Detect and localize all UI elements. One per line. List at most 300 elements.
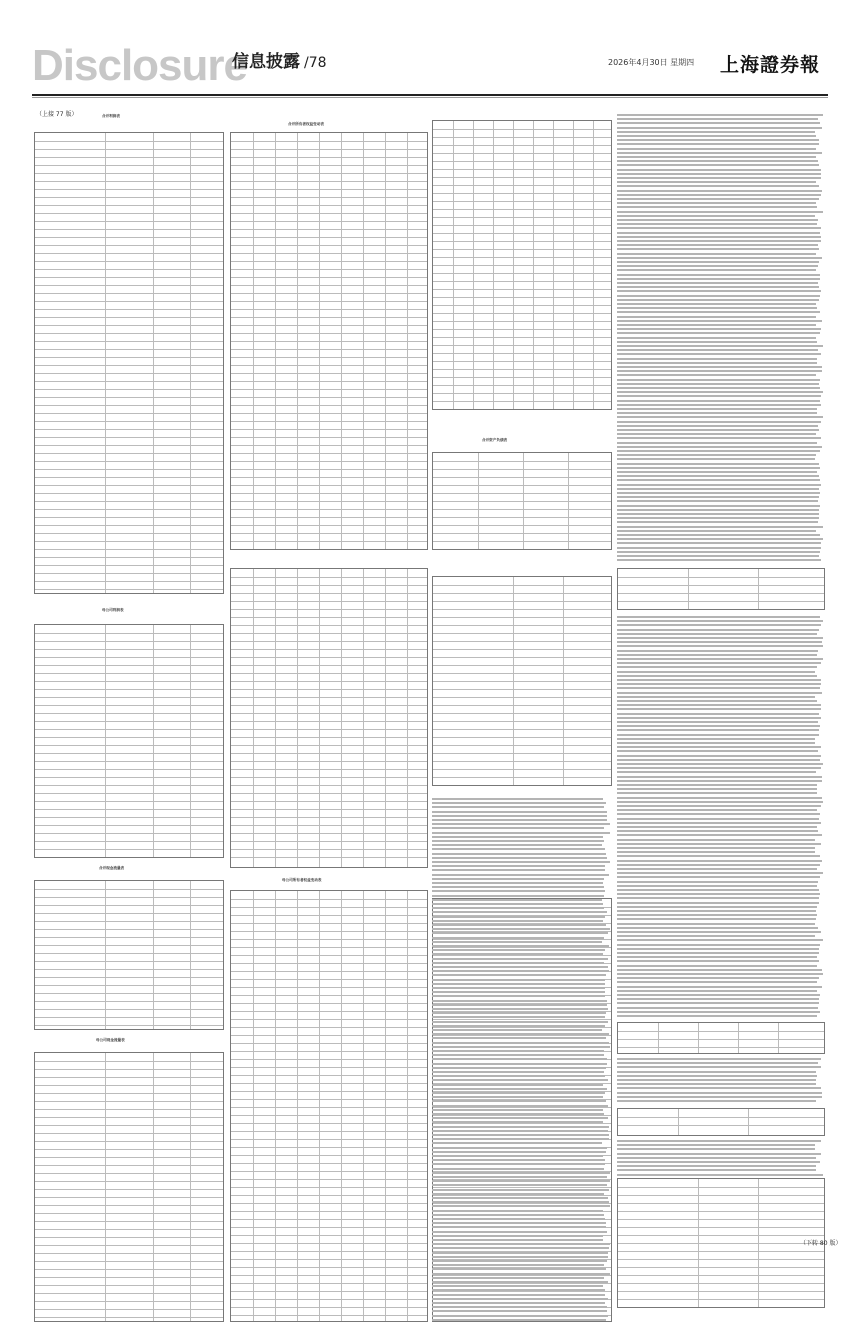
table-row-line — [35, 961, 223, 962]
table-row-line — [618, 1243, 824, 1244]
text-line — [617, 206, 817, 208]
table-row-line — [35, 745, 223, 746]
table-row-line — [35, 357, 223, 358]
table-row-line — [35, 1025, 223, 1026]
table-row-line — [433, 541, 611, 542]
text-line — [617, 379, 820, 381]
text-line — [617, 513, 819, 515]
table-row-line — [231, 1019, 427, 1020]
text-line — [432, 1298, 608, 1300]
table-row-line — [35, 985, 223, 986]
text-line — [617, 257, 822, 259]
table-row-line — [231, 907, 427, 908]
table-row-line — [35, 469, 223, 470]
text-line — [432, 882, 603, 884]
text-line — [617, 948, 819, 950]
table-row-line — [231, 617, 427, 618]
table-caption-cash: 合并现金流量表 — [99, 866, 125, 870]
table-row-line — [35, 381, 223, 382]
text-line — [617, 127, 822, 129]
text-line — [432, 1008, 608, 1010]
text-line — [432, 815, 607, 817]
text-line — [432, 1172, 610, 1174]
table-row-line — [433, 225, 611, 226]
table-row-line — [231, 585, 427, 586]
text-line — [617, 534, 820, 536]
text-line — [617, 759, 820, 761]
text-line — [617, 269, 816, 271]
table-row-line — [35, 165, 223, 166]
text-line — [617, 114, 823, 116]
table-row-line — [35, 421, 223, 422]
table-row-line — [231, 633, 427, 634]
table-row-line — [35, 1165, 223, 1166]
parent-cash-table — [34, 1052, 224, 1322]
text-line — [617, 148, 816, 150]
table-row-line — [231, 437, 427, 438]
text-line — [617, 341, 817, 343]
text-line — [432, 1281, 608, 1283]
table-row-line — [231, 1211, 427, 1212]
table-row-line — [433, 1115, 611, 1116]
table-row-line — [35, 509, 223, 510]
text-line — [617, 616, 820, 618]
table-row-line — [433, 1027, 611, 1028]
table-row-line — [231, 857, 427, 858]
text-line — [432, 1264, 604, 1266]
table-row-line — [35, 953, 223, 954]
text-line — [617, 198, 819, 200]
masthead — [0, 0, 857, 98]
table-row-line — [35, 269, 223, 270]
equity-change-table-1 — [230, 132, 428, 550]
table-row-line — [231, 341, 427, 342]
parent-profit-table — [34, 624, 224, 858]
text-line — [432, 853, 606, 855]
table-row-line — [231, 745, 427, 746]
text-line — [617, 981, 817, 983]
table-row-line — [433, 737, 611, 738]
text-line — [432, 987, 605, 989]
table-caption-parent-cash: 母公司现金流量表 — [96, 1038, 125, 1042]
section-name: 信息披露 — [232, 52, 300, 72]
table-row-line — [433, 209, 611, 210]
table-row-line — [231, 1003, 427, 1004]
text-line — [617, 370, 822, 372]
text-line — [432, 886, 604, 888]
text-line — [432, 1180, 610, 1182]
table-row-line — [231, 405, 427, 406]
table-row-line — [618, 1283, 824, 1284]
text-line — [432, 1268, 606, 1270]
table-row-line — [231, 697, 427, 698]
table-row-line — [35, 1077, 223, 1078]
text-line — [432, 1096, 603, 1098]
text-line — [432, 798, 603, 800]
table-row-line — [231, 197, 427, 198]
text-line — [617, 767, 821, 769]
table-row-line — [231, 1059, 427, 1060]
table-row-line — [35, 921, 223, 922]
table-row-line — [433, 345, 611, 346]
small-table-4 — [617, 1178, 825, 1308]
table-row-line — [35, 1101, 223, 1102]
table-row-line — [231, 1251, 427, 1252]
text-line — [617, 956, 817, 958]
table-row-line — [231, 1027, 427, 1028]
table-row-line — [35, 413, 223, 414]
text-line — [432, 836, 603, 838]
text-line — [617, 261, 819, 263]
table-row-line — [433, 593, 611, 594]
text-line — [432, 1252, 608, 1254]
table-row-line — [231, 995, 427, 996]
table-row-line — [433, 401, 611, 402]
table-row-line — [618, 585, 824, 586]
text-line — [432, 1201, 609, 1203]
text-line — [617, 265, 818, 267]
table-row-line — [35, 1205, 223, 1206]
table-row-line — [231, 349, 427, 350]
text-line — [432, 1205, 610, 1207]
table-row-line — [35, 221, 223, 222]
table-row-line — [35, 213, 223, 214]
table-row-line — [231, 453, 427, 454]
text-line — [432, 827, 604, 829]
text-line — [617, 467, 820, 469]
table-row-line — [35, 501, 223, 502]
text-line — [432, 1260, 607, 1262]
table-row-line — [35, 841, 223, 842]
table-row-line — [231, 593, 427, 594]
table-caption-parent-equity: 母公司所有者权益变动表 — [282, 878, 322, 882]
text-line — [617, 885, 817, 887]
table-row-line — [231, 793, 427, 794]
table-row-line — [433, 257, 611, 258]
text-line — [617, 118, 818, 120]
table-row-line — [433, 745, 611, 746]
text-line — [617, 755, 821, 757]
table-row-line — [433, 233, 611, 234]
text-line — [617, 1100, 816, 1102]
text-line — [617, 240, 821, 242]
table-row-line — [231, 501, 427, 502]
text-line — [432, 1226, 606, 1228]
text-line — [617, 307, 817, 309]
text-line — [432, 848, 605, 850]
table-row-line — [35, 1133, 223, 1134]
table-row-line — [231, 1115, 427, 1116]
table-row-line — [231, 533, 427, 534]
text-line — [617, 463, 819, 465]
table-row-line — [231, 165, 427, 166]
text-line — [617, 666, 817, 668]
text-line — [617, 923, 815, 925]
text-line — [432, 991, 605, 993]
text-line — [617, 1087, 821, 1089]
text-line — [617, 244, 818, 246]
table-caption-equity: 合并所有者权益变动表 — [288, 122, 324, 126]
table-row-line — [35, 1141, 223, 1142]
cash-flow-table — [34, 880, 224, 1030]
table-row-line — [231, 1171, 427, 1172]
table-row-line — [231, 601, 427, 602]
section-title — [232, 52, 327, 73]
text-line — [432, 916, 605, 918]
table-row-line — [231, 673, 427, 674]
text-line — [432, 1151, 606, 1153]
text-line — [617, 349, 818, 351]
table-row-line — [433, 625, 611, 626]
table-row-line — [35, 761, 223, 762]
text-line — [617, 797, 822, 799]
text-line — [617, 826, 817, 828]
table-row-line — [231, 1235, 427, 1236]
text-line — [432, 1063, 607, 1065]
table-row-line — [231, 421, 427, 422]
text-line — [432, 1025, 605, 1027]
table-row-line — [231, 269, 427, 270]
text-line — [617, 1096, 822, 1098]
text-line — [617, 353, 821, 355]
text-line — [617, 671, 815, 673]
text-line — [432, 819, 607, 821]
table-row-line — [231, 1051, 427, 1052]
table-row-line — [231, 1043, 427, 1044]
text-line — [432, 932, 608, 934]
table-row-line — [35, 777, 223, 778]
text-line — [617, 479, 820, 481]
table-row-line — [433, 947, 611, 948]
text-line — [617, 893, 820, 895]
table-row-line — [35, 237, 223, 238]
table-row-line — [35, 373, 223, 374]
table-row-line — [231, 1243, 427, 1244]
text-line — [432, 1273, 610, 1275]
table-row-line — [231, 1291, 427, 1292]
table-row-line — [231, 229, 427, 230]
table-row-line — [35, 905, 223, 906]
table-row-line — [231, 849, 427, 850]
text-line — [617, 152, 822, 154]
table-row-line — [35, 1213, 223, 1214]
text-line — [617, 345, 823, 347]
table-row-line — [433, 501, 611, 502]
table-row-line — [618, 1291, 824, 1292]
table-row-line — [231, 469, 427, 470]
table-row-line — [618, 1117, 824, 1118]
table-row-line — [35, 349, 223, 350]
text-line — [432, 966, 608, 968]
table-row-line — [231, 737, 427, 738]
text-line — [617, 1140, 821, 1142]
table-row-line — [35, 317, 223, 318]
table-row-line — [231, 429, 427, 430]
table-row-line — [35, 149, 223, 150]
table-row-line — [35, 993, 223, 994]
table-row-line — [433, 129, 611, 130]
text-line — [617, 780, 822, 782]
table-row-line — [35, 557, 223, 558]
table-row-line — [35, 1229, 223, 1230]
table-row-line — [35, 141, 223, 142]
text-line — [617, 286, 819, 288]
table-row-line — [35, 333, 223, 334]
table-row-line — [618, 577, 824, 578]
text-line — [617, 986, 822, 988]
text-line — [617, 713, 819, 715]
text-line — [432, 1037, 606, 1039]
table-row-line — [231, 1155, 427, 1156]
table-row-line — [35, 565, 223, 566]
table-row-line — [35, 713, 223, 714]
text-line — [432, 903, 603, 905]
text-line — [617, 358, 817, 360]
text-line — [617, 776, 822, 778]
table-row-line — [231, 205, 427, 206]
table-row-line — [618, 1047, 824, 1048]
table-row-line — [35, 173, 223, 174]
text-line — [617, 851, 815, 853]
table-row-line — [35, 937, 223, 938]
table-row-line — [231, 1083, 427, 1084]
table-row-line — [35, 157, 223, 158]
table-row-line — [433, 469, 611, 470]
table-row-line — [231, 1091, 427, 1092]
table-row-line — [433, 697, 611, 698]
text-line — [617, 139, 819, 141]
table-row-line — [433, 673, 611, 674]
table-row-line — [231, 1139, 427, 1140]
text-line — [617, 131, 815, 133]
text-line — [617, 400, 820, 402]
text-line — [617, 1092, 822, 1094]
table-row-line — [35, 285, 223, 286]
table-row-line — [35, 1293, 223, 1294]
table-row-line — [618, 1039, 824, 1040]
text-line — [432, 865, 605, 867]
text-line — [617, 708, 821, 710]
text-line — [617, 320, 822, 322]
text-line — [617, 662, 821, 664]
table-row-line — [231, 301, 427, 302]
text-line — [432, 1071, 604, 1073]
text-line — [617, 1144, 815, 1146]
text-line — [617, 429, 819, 431]
table-caption-profit: 合并利润表 — [102, 114, 120, 118]
text-line — [617, 374, 816, 376]
table-row-line — [231, 285, 427, 286]
table-row-line — [231, 189, 427, 190]
table-row-line — [433, 509, 611, 510]
table-row-line — [35, 633, 223, 634]
text-line — [617, 248, 819, 250]
table-caption-parent-profit: 母公司利润表 — [102, 608, 124, 612]
text-line — [617, 788, 817, 790]
table-row-line — [433, 617, 611, 618]
text-line — [617, 551, 820, 553]
text-line — [617, 425, 818, 427]
table-row-line — [231, 979, 427, 980]
text-line — [617, 944, 820, 946]
text-line — [432, 928, 610, 930]
table-row-line — [35, 525, 223, 526]
text-line — [617, 939, 823, 941]
text-line — [432, 1193, 604, 1195]
text-line — [617, 211, 823, 213]
table-row-line — [231, 1131, 427, 1132]
text-line — [432, 970, 609, 972]
table-row-line — [231, 213, 427, 214]
text-line — [617, 994, 820, 996]
brand-wordmark: Disclosure — [32, 41, 247, 90]
table-row-line — [231, 149, 427, 150]
text-line — [617, 965, 817, 967]
table-row-line — [231, 1299, 427, 1300]
text-line — [617, 1153, 821, 1155]
text-line — [432, 953, 603, 955]
table-row-line — [618, 1125, 824, 1126]
text-line — [617, 555, 819, 557]
text-line — [617, 729, 819, 731]
table-row-line — [35, 1085, 223, 1086]
table-row-line — [35, 461, 223, 462]
table-row-line — [433, 769, 611, 770]
table-row-line — [231, 753, 427, 754]
table-row-line — [35, 1125, 223, 1126]
text-line — [432, 979, 605, 981]
text-line — [432, 924, 606, 926]
text-line — [617, 771, 816, 773]
table-row-line — [35, 1245, 223, 1246]
text-line — [432, 1138, 609, 1140]
table-row-line — [35, 705, 223, 706]
table-row-line — [35, 581, 223, 582]
table-row-line — [433, 533, 611, 534]
text-line — [617, 860, 822, 862]
table-row-line — [231, 325, 427, 326]
table-row-line — [231, 333, 427, 334]
text-line — [432, 941, 602, 943]
text-line — [617, 324, 816, 326]
table-caption-balance: 合并资产负债表 — [482, 438, 508, 442]
table-row-line — [433, 665, 611, 666]
table-row-line — [35, 721, 223, 722]
table-row-line — [231, 261, 427, 262]
table-row-line — [231, 1075, 427, 1076]
text-line — [617, 935, 815, 937]
table-row-line — [433, 753, 611, 754]
table-row-line — [433, 1283, 611, 1284]
table-row-line — [35, 293, 223, 294]
small-table-3 — [617, 1108, 825, 1136]
text-line — [432, 907, 604, 909]
table-row-line — [433, 329, 611, 330]
table-row-line — [35, 1317, 223, 1318]
table-row-line — [433, 681, 611, 682]
text-line — [617, 902, 819, 904]
table-row-line — [433, 721, 611, 722]
text-line — [617, 395, 821, 397]
table-row-line — [35, 253, 223, 254]
text-line — [617, 931, 821, 933]
text-line — [432, 840, 604, 842]
text-line — [617, 547, 821, 549]
text-line — [617, 868, 817, 870]
table-row-line — [433, 361, 611, 362]
text-line — [432, 1058, 607, 1060]
text-line — [432, 1235, 603, 1237]
